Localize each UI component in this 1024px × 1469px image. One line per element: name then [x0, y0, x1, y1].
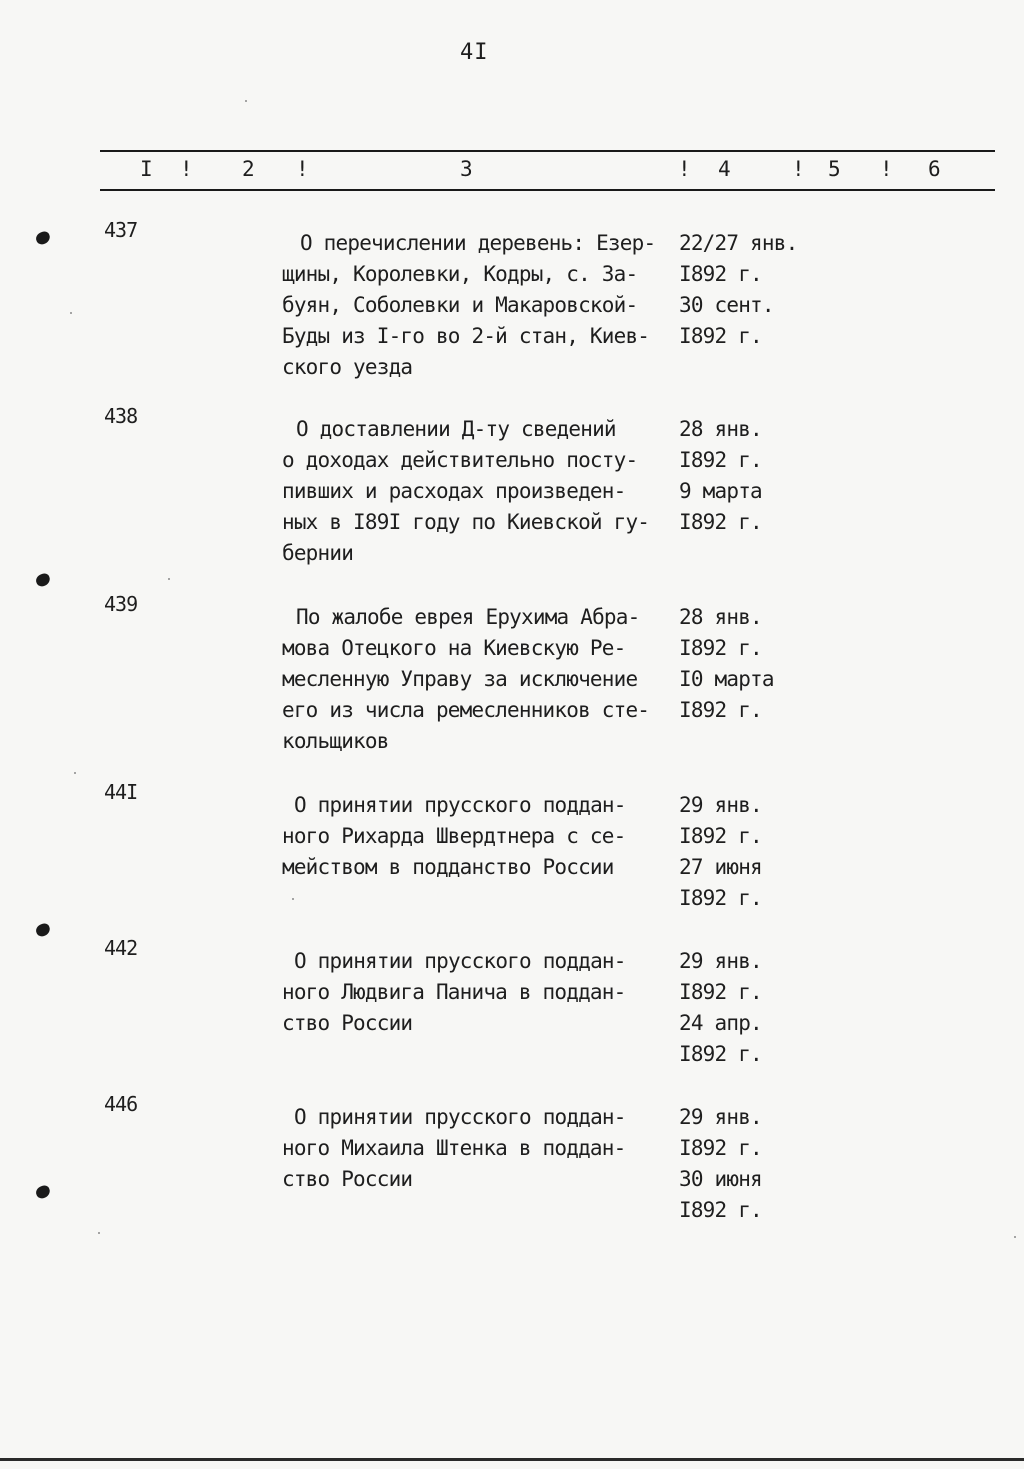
entry-date-line: 29 янв. — [679, 793, 762, 817]
entry-date-line: I892 г. — [679, 698, 762, 722]
entry-text-line: ского уезда — [282, 355, 413, 379]
scan-speck — [292, 898, 294, 900]
entry-number: 442 — [104, 936, 138, 960]
entry-date-line: I892 г. — [679, 510, 762, 534]
entry-date-line: 9 марта — [679, 479, 762, 503]
entry-description — [282, 790, 677, 883]
entry-date-line: I892 г. — [679, 636, 762, 660]
entry-date-line: 28 янв. — [679, 417, 762, 441]
entry-date-line: 29 янв. — [679, 949, 762, 973]
entry-text-line: кольщиков — [282, 729, 389, 753]
entry-date-line: I892 г. — [679, 1136, 762, 1160]
entry-dates — [679, 790, 829, 914]
page-bottom-edge — [0, 1458, 1024, 1461]
header-separator: ! — [678, 157, 691, 181]
binding-hole-mark — [34, 572, 51, 588]
entry-text-line: О принятии прусского поддан- — [294, 793, 626, 817]
scan-speck — [74, 772, 76, 774]
entry-description — [282, 602, 677, 757]
entry-description — [282, 414, 677, 569]
entry-number: 437 — [104, 218, 138, 242]
entry-text-line: мова Отецкого на Киевскую Ре- — [282, 636, 626, 660]
header-column-4: 4 — [718, 157, 731, 181]
header-column-3: 3 — [460, 157, 473, 181]
entry-number: 439 — [104, 592, 138, 616]
entry-date-line: 29 янв. — [679, 1105, 762, 1129]
entry-description — [282, 1102, 677, 1195]
entry-date-line: I0 марта — [679, 667, 774, 691]
entry-date-line: I892 г. — [679, 980, 762, 1004]
entry-number: 446 — [104, 1092, 138, 1116]
entry-date-line: I892 г. — [679, 324, 762, 348]
entry-text-line: По жалобе еврея Ерухима Абра- — [296, 605, 640, 629]
entry-date-line: I892 г. — [679, 824, 762, 848]
entry-text-line: месленную Управу за исключение — [282, 667, 638, 691]
entry-date-line: 22/27 янв. — [679, 231, 798, 255]
entry-date-line: 27 июня — [679, 855, 762, 879]
entry-text-line: бернии — [282, 541, 354, 565]
scan-speck — [98, 1232, 100, 1234]
header-column-6: 6 — [928, 157, 941, 181]
entry-text-line: ных в I89I году по Киевской гу- — [282, 510, 650, 534]
header-separator: ! — [180, 157, 193, 181]
scan-speck — [70, 312, 72, 314]
entry-text-line: О доставлении Д-ту сведений — [296, 417, 616, 441]
entry-date-line: I892 г. — [679, 262, 762, 286]
header-column-2: 2 — [242, 157, 255, 181]
entry-text-line: ного Михаила Штенка в поддан- — [282, 1136, 626, 1160]
table-header-top-rule — [100, 150, 995, 152]
binding-hole-mark — [34, 922, 51, 938]
entry-date-line: I892 г. — [679, 1198, 762, 1222]
entry-number: 438 — [104, 404, 138, 428]
entry-date-line: I892 г. — [679, 886, 762, 910]
header-column-5: 5 — [828, 157, 841, 181]
entry-text-line: щины, Королевки, Кодры, с. За- — [282, 262, 638, 286]
header-column-1: I — [140, 157, 153, 181]
entry-text-line: пивших и расходах произведен- — [282, 479, 626, 503]
header-separator: ! — [296, 157, 309, 181]
entry-text-line: О принятии прусского поддан- — [294, 1105, 626, 1129]
entry-date-line: 28 янв. — [679, 605, 762, 629]
entry-text-line: буян, Соболевки и Макаровской- — [282, 293, 638, 317]
entry-date-line: I892 г. — [679, 448, 762, 472]
entry-text-line: О перечислении деревень: Езер- — [300, 231, 656, 255]
header-separator: ! — [880, 157, 893, 181]
entry-dates — [679, 602, 829, 726]
scan-speck — [245, 100, 247, 102]
entry-dates — [679, 228, 829, 352]
entry-dates — [679, 1102, 829, 1226]
entry-date-line: 30 июня — [679, 1167, 762, 1191]
entry-number: 44I — [104, 780, 138, 804]
entry-date-line: 30 сент. — [679, 293, 774, 317]
entry-text-line: о доходах действительно посту- — [282, 448, 638, 472]
entry-text-line: его из числа ремесленников сте- — [282, 698, 650, 722]
entry-description — [282, 946, 677, 1039]
table-header-bottom-rule — [100, 189, 995, 191]
entry-text-line: ного Рихарда Швердтнера с се- — [282, 824, 626, 848]
header-separator: ! — [792, 157, 805, 181]
binding-hole-mark — [34, 1184, 51, 1200]
binding-hole-mark — [34, 230, 51, 246]
scan-speck — [168, 578, 170, 580]
entry-text-line: Буды из I-го во 2-й стан, Киев- — [282, 324, 650, 348]
entry-text-line: ного Людвига Панича в поддан- — [282, 980, 626, 1004]
page-number: 4I — [460, 40, 489, 65]
entry-text-line: ство России — [282, 1011, 413, 1035]
entry-text-line: мейством в подданство России — [282, 855, 614, 879]
entry-dates — [679, 414, 829, 538]
entry-date-line: I892 г. — [679, 1042, 762, 1066]
entry-dates — [679, 946, 829, 1070]
entry-description — [282, 228, 677, 383]
entry-date-line: 24 апр. — [679, 1011, 762, 1035]
entry-text-line: О принятии прусского поддан- — [294, 949, 626, 973]
entry-text-line: ство России — [282, 1167, 413, 1191]
scan-speck — [1014, 1236, 1016, 1238]
